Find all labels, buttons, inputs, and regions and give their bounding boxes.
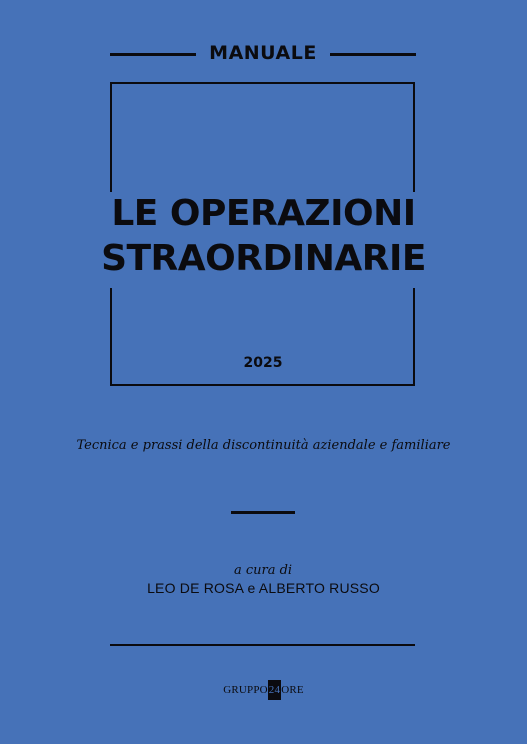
bottom-rule [110,644,415,646]
title-frame-top [110,82,415,192]
publisher-name-part-1: GRUPPO [223,684,268,696]
title-line-1: LE OPERAZIONI [111,193,416,234]
title-frame-bottom [110,288,415,386]
curated-by-label: a cura di [233,563,293,578]
authors: LEO DE ROSA e ALBERTO RUSSO [147,580,380,596]
title-line-2: STRAORDINARIE [101,238,426,279]
series-rule-left [110,53,196,56]
series-rule-right [330,53,416,56]
publisher-name-part-2: ORE [281,684,304,696]
subtitle: Tecnica e prassi della discontinuità aziendale e familiare [76,438,451,453]
publisher-logo [180,679,347,701]
series-label: MANUALE [209,42,317,64]
divider-rule [231,511,295,514]
publisher-24-box: 24 [268,680,281,700]
edition-year: 2025 [243,355,283,371]
